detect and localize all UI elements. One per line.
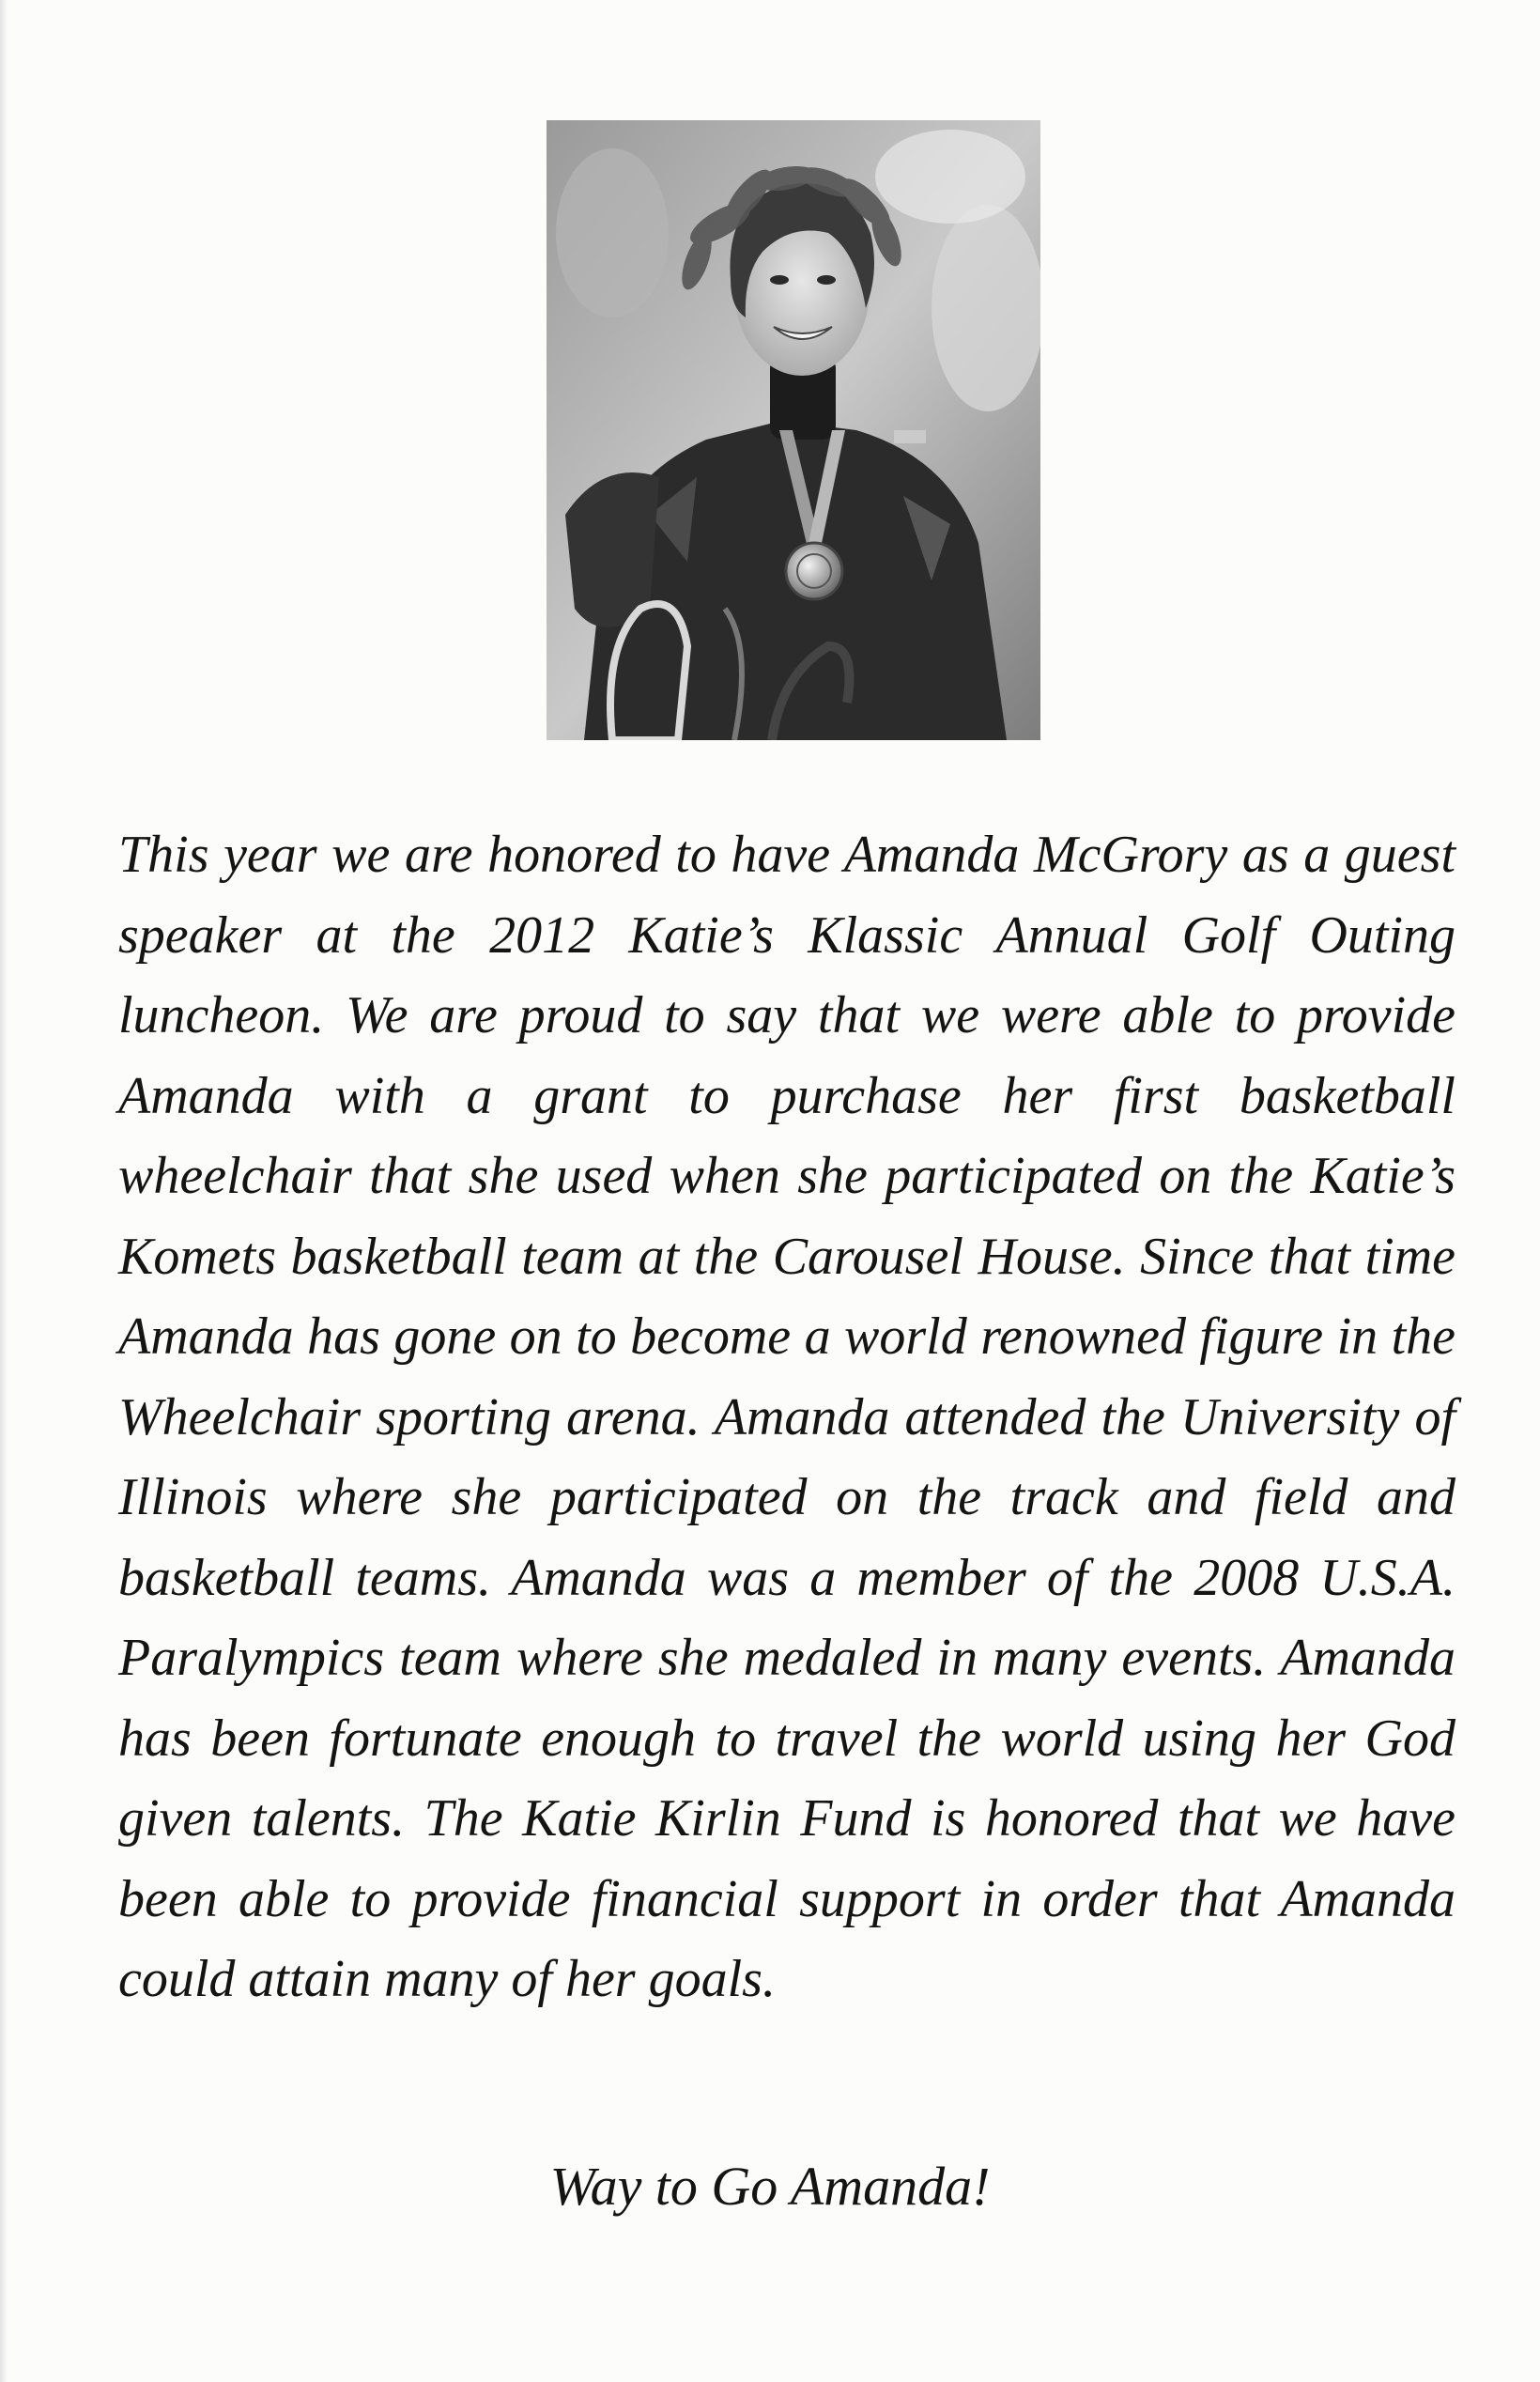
article-body: This year we are honored to have Amanda McGrory as a guest speaker at the 2012 Katie’s Klassic Annual Golf Outing luncheon. We are proud to say that we were able to provide Amanda with a grant to purchase her first basketball wheelchair that she used when she participated on the Katie’s Komets basketball team at the Carousel House. Since that time Amanda has gone on to become a world renowned figure in the Wheelchair sporting arena. Amanda attended the University of Illinois where she participated on the track and field and basketball teams. Amanda was a member of the 2008 U.S.A. Paralympics team where she medaled in many events. Amanda has been fortunate enough to travel the world using her God given talents. The Katie Kirlin Fund is honored that we have been able to provide financial support in order that Amanda could attain many of her goals. bbox=[118, 826, 1455, 2008]
scan-edge bbox=[0, 0, 8, 2382]
athlete-photo-icon bbox=[547, 120, 1040, 740]
closing-line: Way to Go Amanda! bbox=[549, 2156, 991, 2217]
athlete-photo bbox=[547, 120, 1040, 740]
